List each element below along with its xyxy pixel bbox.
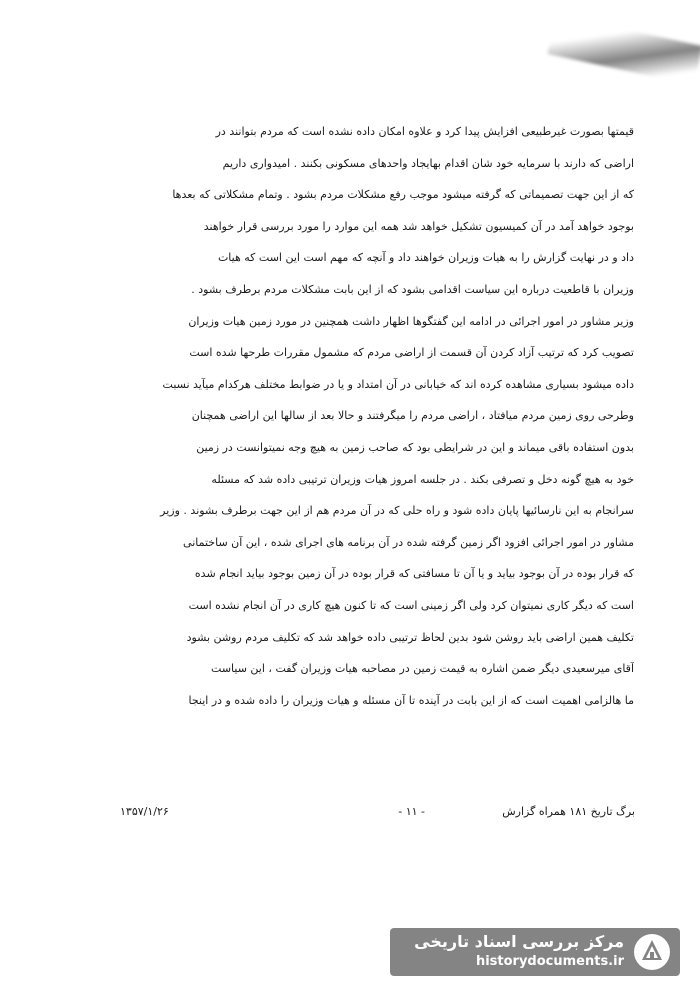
text-line: وزیر مشاور در امور اجرائی در ادامه این گفتگوها اظهار داشت همچنین در مورد زمین هیات وزیران xyxy=(188,314,634,328)
archive-seal-icon xyxy=(632,932,672,972)
text-line: اراضی که دارند با سرمایه خود شان اقدام بهایجاد واحدهای مسکونی بکنند . امیدواری داریم xyxy=(222,156,634,170)
text-line: تکلیف همین اراضی باید روشن شود بدین لحاظ ترتیبی داده خواهد شد که تکلیف مردم روشن بشود xyxy=(186,630,634,644)
scan-smudge xyxy=(547,15,700,85)
text-line: وطرحی روی زمین مردم میافتاد ، اراضی مردم را میگرفتند و حالا بعد از سالها این اراضی همچنان xyxy=(191,409,634,423)
page-number: - ۱۱ - xyxy=(398,805,425,818)
archive-url: historydocuments.ir xyxy=(475,954,624,969)
text-line: داد و در نهایت گزارش را به هیات وزیران خواهند داد و آنچه که مهم است این است که هیات xyxy=(217,251,634,265)
text-line: است که دیگر کاری نمیتوان کرد ولی اگر زمینی است که تا کنون هیچ کاری در آن انجام نشده است xyxy=(188,598,634,612)
text-line: خود به هیچ گونه دخل و تصرفی بکند . در جلسه امروز هیات وزیران ترتیبی داده شد که مسئله xyxy=(211,472,634,486)
document-body xyxy=(68,116,634,716)
document-footer xyxy=(120,805,635,827)
text-line: که قرار بوده در آن بوجود بیاید و یا آن تا مسافتی که قرار بوده در آن زمین بوجود بیاید انجام شده xyxy=(194,567,634,581)
archive-watermark xyxy=(390,928,680,976)
footer-reference: برگ تاریخ ۱۸۱ همراه گزارش xyxy=(502,805,635,818)
text-line: داده میشود بسیاری مشاهده کرده اند که خیابانی در آن امتداد و یا در ضوابط مختلف هرکدام میآید نسبت xyxy=(162,377,634,391)
document-date: ۱۳۵۷/۱/۲۶ xyxy=(120,805,169,818)
text-line: که از این جهت تصمیماتی که گرفته میشود موجب رفع مشکلات مردم بشود . وتمام مشکلاتی که بعدها xyxy=(172,188,634,202)
text-line: مشاور در امور اجرائی افزود اگر زمین گرفته شده در آن برنامه های اجرای شده ، این آن ساختمانی xyxy=(183,535,634,549)
text-line: ما هالزامی اهمیت است که از این بابت در آینده تا آن مسئله و هیات وزیران را داده شده و در اینجا xyxy=(188,693,634,707)
text-line: بوجود خواهد آمد در آن کمیسیون تشکیل خواهد شد همه این موارد را مورد بررسی قرار خواهند xyxy=(203,219,634,233)
text-line: تصویب کرد که ترتیب آزاد کردن آن قسمت از اراضی مردم که مشمول مقررات طرحها شده است xyxy=(189,346,634,360)
text-line: وزیران با قاطعیت درباره این سیاست اقدامی بشود که از این بابت مشکلات مردم برطرف بشود . xyxy=(191,282,634,296)
text-line: قیمتها بصورت غیرطبیعی افزایش پیدا کرد و علاوه امکان داده نشده است که مردم بتوانند در xyxy=(68,116,634,148)
text-line: آقای میرسعیدی دیگر ضمن اشاره به قیمت زمین در مصاحبه هیات وزیران گفت ، این سیاست xyxy=(211,662,634,676)
text-line: سرانجام به این نارسائیها پایان داده شود و راه حلی که در آن مردم هم از این جهت برطرف بشوند . وزیر xyxy=(160,504,634,518)
text-line: بدون استفاده باقی میماند و این در شرایطی بود که صاحب زمین به هیچ وجه نمیتوانست در زمین xyxy=(196,440,634,454)
archive-title: مرکز بررسی اسناد تاریخی xyxy=(414,932,624,951)
